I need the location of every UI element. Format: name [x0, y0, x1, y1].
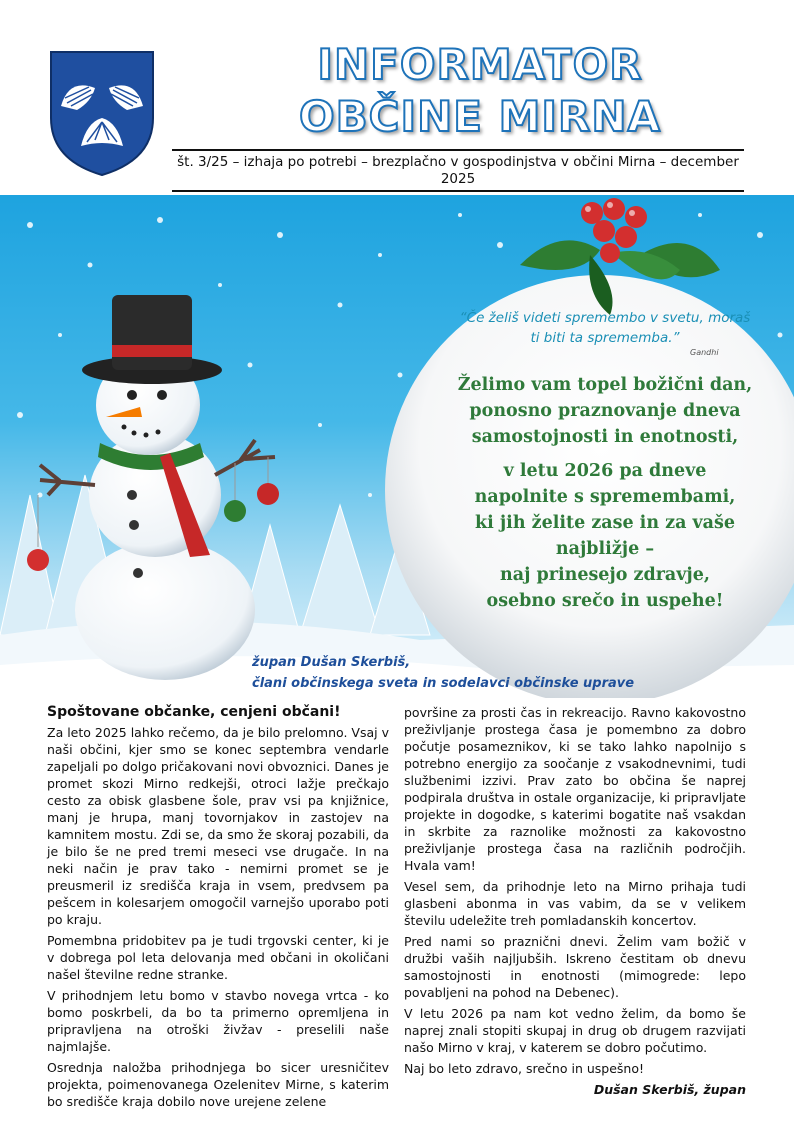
signature-council: člani občinskega sveta in sodelavci občinske uprave [252, 676, 635, 691]
newsletter-title-line1: INFORMATOR [317, 40, 643, 89]
holiday-wishes [420, 372, 790, 614]
article-paragraph: Za leto 2025 lahko rečemo, da je bilo prelomno. Vsaj v naši občini, kjer smo se konec septembra vendarle zapeljali po dolgo pričakovani novi obvoznici. Danes je promet skozi Mirno redkejši, otroci lažje prečkajo cesto za obisk glasbene šole, prav vsi pa knjižnice, manj je hrupa, manj tovornjakov in zastojev na kamnitem mostu. Zdi se, da smo že skoraj pozabili, da je bilo še ne pred tremi meseci vse drugače. In na neki način je prav tako - nemirni promet se je preusmeril iz središča kraja in vsem, predvsem pa pešcem in kolesarjem omogočil varnejšo uporabo poti po kraju. [47, 725, 389, 927]
newsletter-title-line2: OBČINE MIRNA [298, 92, 662, 141]
article-left-column [47, 704, 389, 1114]
header-rule-bottom [172, 190, 744, 192]
wish-line: osebno srečo in uspehe! [486, 591, 724, 611]
article-paragraph: Pomembna pridobitev pa je tudi trgovski center, ki je v dobrega pol leta delovanja med občani in okoličani našel številne redne stranke. [47, 933, 389, 982]
wish-line: v letu 2026 pa dneve [503, 461, 707, 481]
signature-mayor: župan Dušan Skerbiš, [252, 655, 411, 670]
article-paragraph: Osrednja naložba prihodnjega bo sicer uresničitev projekta, poimenovanega Ozelenitev Mirne, s katerim bo središče kraja dobilo nove urejene zelene [47, 1060, 389, 1109]
article-paragraph: Pred nami so praznični dnevi. Želim vam božič v družbi vaših najljubših. Iskreno čestitam ob dnevu samostojnosti in enotnosti (mimogrede: lepo povabljeni na pohod na Debenec). [404, 934, 746, 1000]
article-paragraph: V letu 2026 pa nam kot vedno želim, da bomo še naprej znali stopiti skupaj in drug ob drugem razvijati našo Mirno v kraj, v katerem se dobro počutimo. [404, 1006, 746, 1055]
article-paragraph: Naj bo leto zdravo, srečno in uspešno! [404, 1061, 644, 1076]
article-paragraph: V prihodnjem letu bomo v stavbo novega vrtca - ko bomo poskrbeli, da bo ta primerno opremljena in pripravljena na otroški živžav - preselili naše najmlajše. [47, 988, 389, 1054]
wish-line: ki jih želite zase in za vaše [474, 513, 736, 533]
article-paragraph: površine za prosti čas in rekreacijo. Ravno kakovostno preživljanje prostega časa je pomembno za dobro počutje posameznikov, ki se tako lahko napolnijo s potrebno energijo za soočanje z vsakodnevnimi, tudi službenimi izzivi. Prav zato bo občina še naprej podpirala društva in ostale organizacije, ki pripravljate projekte in dogodke, s katerimi bogatite naš vsakdan in skrbite za raznolike možnosti za kakovostno preživljanje prostega časa na različnih področjih. Hvala vam! [404, 705, 746, 873]
coat-of-arms-icon [47, 48, 157, 178]
gandhi-quote: “Če želiš videti spremembo v svetu, moraš ti biti ta sprememba.” [459, 310, 751, 346]
wish-line: samostojnosti in enotnosti, [471, 427, 739, 447]
wish-line: napolnite s spremembami, [474, 487, 736, 507]
quote-author: Gandhi [690, 348, 719, 357]
article-paragraph: Vesel sem, da prihodnje leto na Mirno prihaja tudi glasbeni abonma in vas vabim, da se v velikem številu udeležite treh pomladanskih koncertov. [404, 879, 746, 928]
article-right-column [404, 704, 746, 1102]
wish-line: najbližje – [555, 539, 655, 559]
header-rule-top [172, 149, 744, 151]
banner-signature [252, 652, 634, 694]
article-signature: Dušan Skerbiš, župan [593, 1082, 746, 1097]
article-heading: Spoštovane občanke, cenjeni občani! [47, 704, 341, 720]
wish-line: Želimo vam topel božični dan, [457, 375, 753, 395]
wish-line: naj prinesejo zdravje, [500, 565, 710, 585]
issue-subtitle: št. 3/25 – izhaja po potrebi – brezplačno v gospodinjstva v občini Mirna – december 2025 [177, 154, 739, 187]
wish-line: ponosno praznovanje dneva [469, 401, 741, 421]
